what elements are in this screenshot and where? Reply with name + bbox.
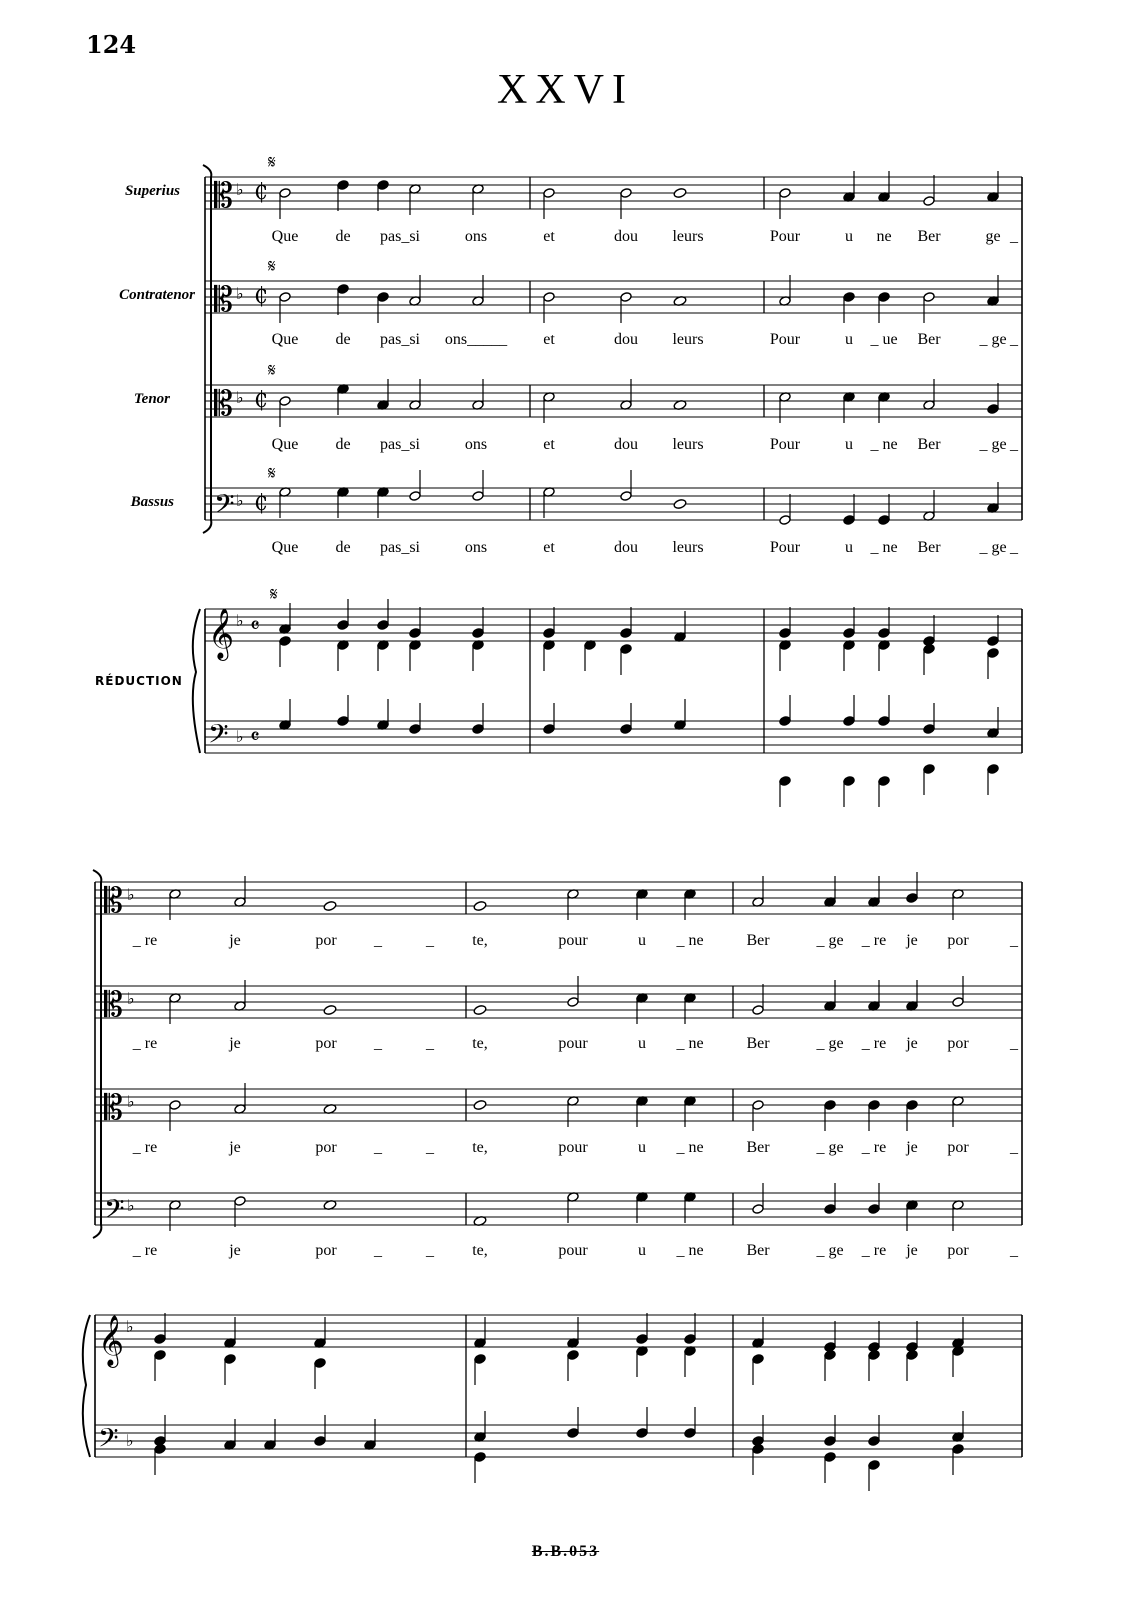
note-head <box>154 1350 166 1361</box>
lyric-syllable: _ re <box>861 932 887 949</box>
flat-icon: ♭ <box>127 885 135 904</box>
lyric-syllable: por <box>315 1139 337 1156</box>
note-head <box>279 292 291 303</box>
note-head <box>684 1334 696 1345</box>
lyric-syllable: Ber <box>917 228 941 245</box>
lyric-syllable: u <box>845 228 853 245</box>
part-label-superius: Superius <box>124 183 180 199</box>
lyric-syllable: _ re <box>132 1242 158 1259</box>
cut-time-icon: ₵ <box>254 491 268 516</box>
note-head <box>234 1196 246 1207</box>
lyric-syllable: Pour <box>769 539 801 556</box>
lyric-syllable: u <box>845 539 853 556</box>
lyric-syllable: je <box>229 932 241 949</box>
note-head <box>868 1460 880 1471</box>
lyric-syllable: u <box>638 1139 646 1156</box>
lyric-syllable: Pour <box>769 331 801 348</box>
segno-icon: 𝄋 <box>268 256 276 277</box>
note-head <box>906 1100 918 1111</box>
lyric-syllable: _ ne <box>676 1035 704 1052</box>
note-head <box>843 628 855 639</box>
note-head <box>337 180 349 191</box>
lyric-syllable: _ ge <box>979 539 1007 556</box>
segno-icon: 𝄋 <box>268 360 276 381</box>
note-head <box>868 1100 880 1111</box>
lyric-syllable: leurs <box>672 539 704 556</box>
note-head <box>923 724 935 735</box>
lyric-syllable: je <box>229 1242 241 1259</box>
lyric-syllable: por <box>315 1242 337 1259</box>
note-head <box>779 716 791 727</box>
lyric-syllable: _ <box>374 1139 382 1156</box>
lyric-syllable: _ <box>1010 1139 1018 1156</box>
note-head <box>923 196 935 207</box>
flat-icon: ♭ <box>236 284 244 303</box>
part-label-contratenor: Contratenor <box>119 287 195 303</box>
flat-icon: ♭ <box>236 491 244 510</box>
lyric-syllable: _ ge <box>979 331 1007 348</box>
note-head <box>472 724 484 735</box>
note-head <box>779 188 791 199</box>
flat-icon: ♭ <box>236 180 244 199</box>
lyric-syllable: de <box>335 539 351 556</box>
note-head <box>567 1428 579 1439</box>
note-head <box>620 644 632 655</box>
note-head <box>279 396 291 407</box>
f-clef-icon: 𝄢 <box>98 1422 119 1460</box>
lyric-syllable: ons <box>464 539 488 556</box>
lyric-syllable: _ re <box>132 932 158 949</box>
note-head <box>620 724 632 735</box>
note-head <box>987 404 999 415</box>
lyric-syllable: pas_si <box>380 539 420 556</box>
note-head <box>543 628 555 639</box>
note-head <box>377 620 389 631</box>
lyric-syllable: _ ne <box>676 1242 704 1259</box>
note-head <box>752 1100 764 1111</box>
note-head <box>878 716 890 727</box>
note-head <box>779 776 791 787</box>
note-head <box>636 1334 648 1345</box>
c-clef-icon: 𝄡 <box>104 985 123 1025</box>
lyric-syllable: pour <box>558 1139 588 1156</box>
lyric-syllable: ons <box>464 436 488 453</box>
lyric-syllable: _ ne <box>676 932 704 949</box>
lyric-syllable: pas_si <box>380 331 420 348</box>
note-head <box>409 628 421 639</box>
lyric-syllable: leurs <box>672 228 704 245</box>
lyric-syllable: _ ge <box>816 1139 844 1156</box>
lyric-syllable: _ <box>1010 932 1018 949</box>
note-head <box>543 724 555 735</box>
note-head <box>473 1004 487 1015</box>
lyric-syllable: je <box>906 1139 918 1156</box>
note-head <box>987 648 999 659</box>
lyric-syllable: ons <box>464 228 488 245</box>
note-head <box>636 1428 648 1439</box>
g-clef-icon: 𝄞 <box>98 1315 125 1366</box>
lyric-syllable: por <box>947 1035 969 1052</box>
note-head <box>752 1204 764 1215</box>
lyric-syllable: je <box>229 1035 241 1052</box>
lyric-syllable: _ ge <box>816 1242 844 1259</box>
cut-time-icon: ₵ <box>254 284 268 309</box>
c-clef-icon: 𝄡 <box>214 384 233 424</box>
lyric-syllable: pour <box>558 1035 588 1052</box>
segno-icon: 𝄋 <box>268 152 276 173</box>
note-head <box>323 900 337 911</box>
lyric-syllable: Que <box>271 228 299 245</box>
lyric-syllable: _ <box>1010 1242 1018 1259</box>
lyric-syllable: Que <box>271 436 299 453</box>
reduction-label: RÉDUCTION <box>95 674 183 688</box>
piece-title: XXVI <box>497 67 634 113</box>
lyric-syllable: pour <box>558 1242 588 1259</box>
c-clef-icon: 𝄡 <box>214 280 233 320</box>
lyric-syllable: dou <box>614 228 638 245</box>
segno-icon: 𝄋 <box>270 584 278 605</box>
part-label-tenor: Tenor <box>133 391 170 407</box>
lyric-syllable: u <box>638 1035 646 1052</box>
note-head <box>472 628 484 639</box>
lyric-syllable: Pour <box>769 228 801 245</box>
flat-icon: ♭ <box>236 727 244 746</box>
flat-icon: ♭ <box>127 989 135 1008</box>
note-head <box>824 1204 836 1215</box>
lyric-syllable: Que <box>271 331 299 348</box>
lyric-syllable: _ <box>374 1035 382 1052</box>
lyric-syllable: por <box>315 1035 337 1052</box>
lyric-syllable: _ <box>426 1242 434 1259</box>
lyric-syllable: _ ge <box>816 1035 844 1052</box>
lyric-syllable: _ re <box>861 1242 887 1259</box>
reduction-brace <box>193 609 200 753</box>
note-head <box>473 900 487 911</box>
note-head <box>337 284 349 295</box>
lyric-syllable: dou <box>614 331 638 348</box>
lyric-syllable: Ber <box>746 1139 770 1156</box>
lyric-syllable: je <box>906 1035 918 1052</box>
note-head <box>923 292 935 303</box>
lyric-syllable: je <box>229 1139 241 1156</box>
note-head <box>474 1354 486 1365</box>
part-label-bassus: Bassus <box>130 494 174 510</box>
note-head <box>824 1350 836 1361</box>
cut-time-icon: ₵ <box>254 180 268 205</box>
lyric-syllable: pas_si <box>380 228 420 245</box>
note-head <box>154 1444 166 1455</box>
note-head <box>620 628 632 639</box>
lyric-syllable: _ <box>1010 1035 1018 1052</box>
note-head <box>868 1436 880 1447</box>
note-head <box>987 764 999 775</box>
flat-icon: ♭ <box>126 1431 134 1450</box>
lyric-syllable: _ <box>374 932 382 949</box>
lyric-syllable: leurs <box>672 436 704 453</box>
lyric-syllable: te, <box>472 1242 488 1259</box>
note-head <box>169 1100 181 1111</box>
note-head <box>472 491 484 502</box>
lyric-syllable: de <box>335 436 351 453</box>
note-head <box>474 1452 486 1463</box>
lyric-syllable: _ <box>374 1242 382 1259</box>
lyric-syllable: dou <box>614 539 638 556</box>
lyric-syllable: et <box>543 436 555 453</box>
f-clef-icon: 𝄢 <box>214 488 235 526</box>
common-time-icon: 𝄴 <box>250 614 260 639</box>
lyric-syllable: u <box>638 1242 646 1259</box>
lyric-syllable: ons_____ <box>444 331 508 348</box>
lyric-syllable: Ber <box>917 436 941 453</box>
common-time-icon: 𝄴 <box>250 725 260 750</box>
lyric-syllable: Ber <box>746 932 770 949</box>
note-head <box>906 1350 918 1361</box>
note-head <box>923 764 935 775</box>
lyric-syllable: _ <box>1010 539 1018 556</box>
lyric-syllable: por <box>947 1139 969 1156</box>
segno-icon: 𝄋 <box>268 463 276 484</box>
f-clef-icon: 𝄢 <box>208 718 229 756</box>
note-head <box>752 1005 764 1016</box>
note-head <box>673 498 687 509</box>
note-head <box>824 1100 836 1111</box>
flat-icon: ♭ <box>236 388 244 407</box>
lyric-syllable: por <box>315 932 337 949</box>
c-clef-icon: 𝄡 <box>104 1088 123 1128</box>
note-head <box>620 491 632 502</box>
lyric-syllable: Que <box>271 539 299 556</box>
f-clef-icon: 𝄢 <box>104 1193 125 1231</box>
c-clef-icon: 𝄡 <box>214 176 233 216</box>
lyric-syllable: _ ge <box>979 436 1007 453</box>
note-head <box>843 776 855 787</box>
lyric-syllable: Ber <box>746 1242 770 1259</box>
note-head <box>314 1436 326 1447</box>
note-head <box>779 628 791 639</box>
note-head <box>224 1354 236 1365</box>
note-head <box>843 515 855 526</box>
lyric-syllable: te, <box>472 1139 488 1156</box>
note-head <box>878 628 890 639</box>
note-head <box>843 292 855 303</box>
note-head <box>314 1358 326 1369</box>
cut-time-icon: ₵ <box>254 388 268 413</box>
lyric-syllable: ne <box>876 228 892 245</box>
flat-icon: ♭ <box>126 1317 134 1336</box>
flat-icon: ♭ <box>236 611 244 630</box>
lyric-syllable: leurs <box>672 331 704 348</box>
lyric-syllable: _ <box>426 932 434 949</box>
note-head <box>684 1428 696 1439</box>
lyric-syllable: et <box>543 539 555 556</box>
lyric-syllable: de <box>335 228 351 245</box>
c-clef-icon: 𝄡 <box>104 881 123 921</box>
lyric-syllable: _ re <box>132 1139 158 1156</box>
lyric-syllable: Pour <box>769 436 801 453</box>
lyric-syllable: ge <box>985 228 1001 245</box>
g-clef-icon: 𝄞 <box>208 608 235 659</box>
note-head <box>843 716 855 727</box>
note-head <box>673 187 687 198</box>
note-head <box>878 776 890 787</box>
lyric-syllable: _ <box>1010 331 1018 348</box>
lyric-syllable: te, <box>472 932 488 949</box>
note-head <box>987 636 999 647</box>
lyric-syllable: u <box>845 436 853 453</box>
note-head <box>337 620 349 631</box>
lyric-syllable: Ber <box>917 539 941 556</box>
note-head <box>752 1444 764 1455</box>
note-head <box>377 180 389 191</box>
lyric-syllable: _ <box>426 1035 434 1052</box>
lyric-syllable: _ re <box>861 1035 887 1052</box>
note-head <box>409 724 421 735</box>
reduction-brace <box>83 1315 90 1457</box>
note-head <box>868 1350 880 1361</box>
lyric-syllable: _ ne <box>676 1139 704 1156</box>
note-head <box>567 1350 579 1361</box>
note-head <box>323 1004 337 1015</box>
note-head <box>923 644 935 655</box>
lyric-syllable: _ re <box>132 1035 158 1052</box>
note-head <box>543 292 555 303</box>
note-head <box>279 636 291 647</box>
note-head <box>567 997 579 1008</box>
page-number: 124 <box>86 30 137 59</box>
lyric-syllable: _ ue <box>870 331 898 348</box>
note-head <box>779 515 791 526</box>
lyric-syllable: _ re <box>861 1139 887 1156</box>
lyric-syllable: et <box>543 331 555 348</box>
note-head <box>620 292 632 303</box>
lyric-syllable: Ber <box>917 331 941 348</box>
flat-icon: ♭ <box>127 1092 135 1111</box>
note-head <box>878 292 890 303</box>
lyric-syllable: pour <box>558 932 588 949</box>
lyric-syllable: u <box>638 932 646 949</box>
lyric-syllable: je <box>906 932 918 949</box>
footer-mark: B.B.053 <box>531 1543 600 1560</box>
note-head <box>906 893 918 904</box>
note-head <box>620 188 632 199</box>
note-head <box>409 491 421 502</box>
lyric-syllable: _ ne <box>870 539 898 556</box>
note-head <box>952 1444 964 1455</box>
lyric-syllable: _ <box>426 1139 434 1156</box>
lyric-syllable: _ <box>1010 228 1018 245</box>
lyric-syllable: u <box>845 331 853 348</box>
note-head <box>952 997 964 1008</box>
note-head <box>878 515 890 526</box>
note-head <box>279 188 291 199</box>
note-head <box>868 1204 880 1215</box>
note-head <box>824 1436 836 1447</box>
lyric-syllable: de <box>335 331 351 348</box>
note-head <box>824 1452 836 1463</box>
note-head <box>377 292 389 303</box>
lyric-syllable: et <box>543 228 555 245</box>
lyric-syllable: _ <box>1010 436 1018 453</box>
lyric-syllable: je <box>906 1242 918 1259</box>
note-head <box>473 1099 487 1110</box>
lyric-syllable: por <box>947 1242 969 1259</box>
lyric-syllable: _ ge <box>816 932 844 949</box>
note-head <box>154 1334 166 1345</box>
lyric-syllable: _ ne <box>870 436 898 453</box>
lyric-syllable: pas_si <box>380 436 420 453</box>
lyric-syllable: te, <box>472 1035 488 1052</box>
note-head <box>752 1354 764 1365</box>
lyric-syllable: Ber <box>746 1035 770 1052</box>
note-head <box>543 188 555 199</box>
flat-icon: ♭ <box>127 1196 135 1215</box>
lyric-syllable: dou <box>614 436 638 453</box>
note-head <box>337 716 349 727</box>
lyric-syllable: por <box>947 932 969 949</box>
